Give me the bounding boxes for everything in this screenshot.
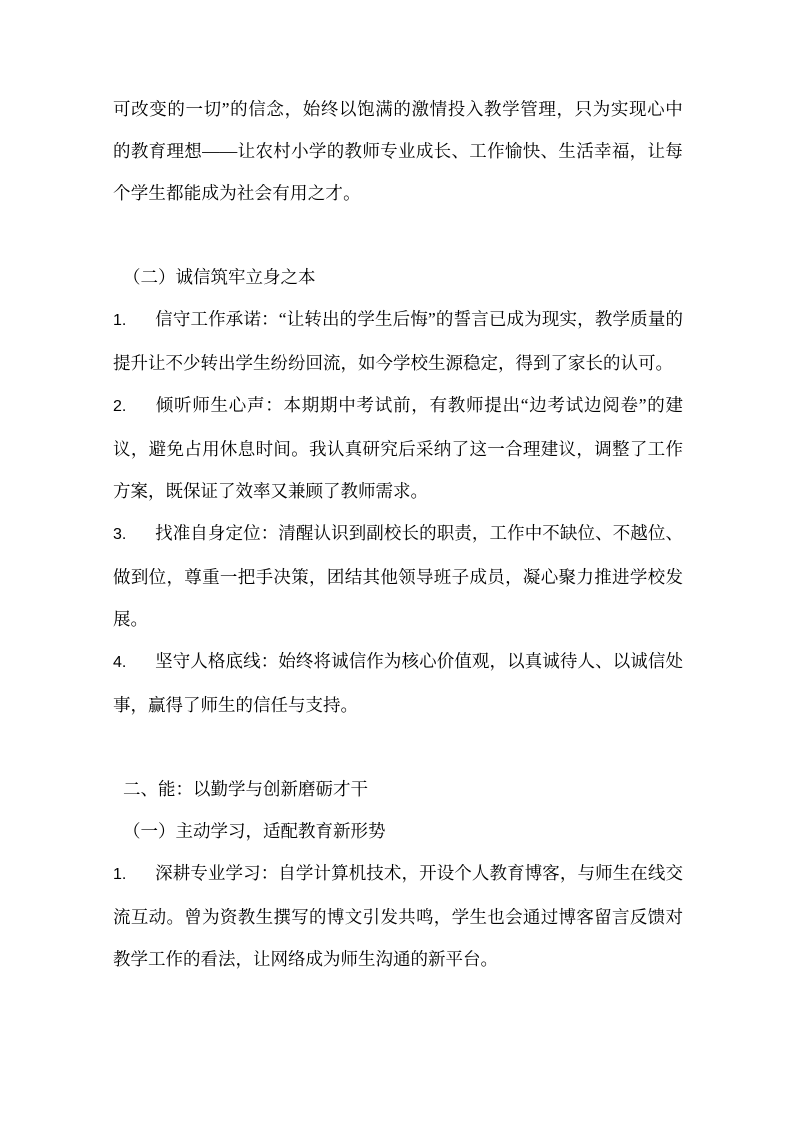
list-item-number: 1. (113, 312, 127, 329)
list-item (113, 852, 683, 980)
list-item-text: 找准自身定位：清醒认识到副校长的职责，工作中不缺位、不越位、做到位，尊重一把手决策，团结其他领导班子成员，凝心聚力推进学校发展。 (113, 523, 683, 629)
heading-chapter-ability: 二、能：以勤学与创新磨砺才干 (123, 779, 368, 799)
list-item-number: 2. (113, 398, 127, 415)
section-spacer (113, 726, 683, 768)
list-item (113, 640, 683, 726)
paragraph-continued: 可改变的一切”的信念，始终以饱满的激情投入教学管理，只为实现心中的教育理想——让农村小学的教师专业成长、工作愉快、生活幸福，让每个学生都能成为社会有用之才。 (113, 99, 683, 203)
list-item-text: 坚守人格底线：始终将诚信作为核心价值观，以真诚待人、以诚信处事，赢得了师生的信任与支持。 (113, 651, 683, 715)
paragraph-spacer (113, 214, 683, 256)
list-item-text: 倾听师生心声：本期期中考试前，有教师提出“边考试边阅卷”的建议，避免占用休息时间。我认真研究后采纳了这一合理建议，调整了工作方案，既保证了效率又兼顾了教师需求。 (113, 395, 683, 501)
numbered-list-learning (113, 852, 683, 980)
heading-section-integrity: （二）诚信筑牢立身之本 (123, 267, 316, 287)
list-item (113, 512, 683, 640)
list-item (113, 298, 683, 384)
list-item-number: 1. (113, 866, 127, 883)
document-body (113, 88, 683, 980)
list-item-text: 信守工作承诺：“让转出的学生后悔”的誓言已成为现实，教学质量的提升让不少转出学生纷纷回流，如今学校生源稳定，得到了家长的认可。 (113, 309, 683, 373)
list-item-number: 3. (113, 526, 127, 543)
numbered-list-integrity (113, 298, 683, 726)
list-item-text: 深耕专业学习：自学计算机技术，开设个人教育博客，与师生在线交流互动。曾为资教生撰写的博文引发共鸣，学生也会通过博客留言反馈对教学工作的看法，让网络成为师生沟通的新平台。 (113, 863, 683, 969)
list-item (113, 384, 683, 512)
heading-section-learning: （一）主动学习，适配教育新形势 (123, 821, 386, 841)
list-item-number: 4. (113, 654, 127, 671)
